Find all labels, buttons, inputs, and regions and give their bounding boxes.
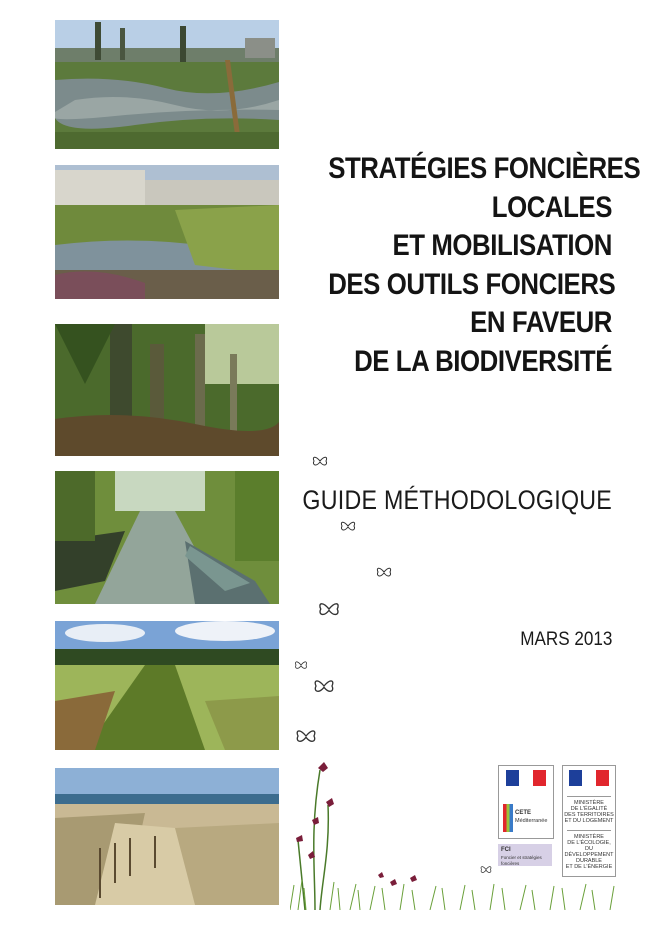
butterfly-icon (294, 660, 308, 670)
butterfly-icon (313, 678, 335, 694)
urban-wetland-reeds-photo (55, 165, 279, 299)
butterfly-icon (376, 566, 392, 578)
cete-logo-name: CETE (515, 810, 532, 816)
ministry-line: DU DÉVELOPPEMENT (564, 846, 614, 858)
cover-title (328, 150, 641, 381)
republique-francaise-flag-icon (569, 770, 609, 786)
ministry-line: MINISTÈRE (574, 834, 604, 840)
title-line: ET MOBILISATION (392, 229, 612, 262)
cover-subtitle: GUIDE MÉTHODOLOGIQUE (302, 485, 612, 515)
canal-boats-photo (55, 471, 279, 604)
butterfly-icon (340, 520, 356, 532)
fci-logo-text: Foncier et stratégies foncières (501, 855, 542, 866)
butterfly-icon (295, 728, 317, 744)
meadow-ditch-photo (55, 621, 279, 750)
forest-trees-photo (55, 324, 279, 456)
ministry-line: DURABLE (576, 858, 602, 864)
coastal-dunes-photo (55, 768, 279, 905)
ministry-line: ET DU LOGEMENT (564, 818, 614, 824)
title-line: STRATÉGIES FONCIÈRES (328, 152, 641, 185)
butterfly-icon (312, 455, 328, 467)
title-line: DES OUTILS FONCIERS (328, 267, 616, 301)
ministry-line: MINISTÈRE (574, 800, 604, 806)
publication-date: MARS 2013 (519, 629, 612, 650)
ministry-line: DES TERRITOIRES (564, 812, 614, 818)
title-line: LOCALES (491, 190, 612, 224)
cete-logo (498, 765, 554, 839)
fci-logo (498, 844, 552, 866)
title-line: EN FAVEUR (470, 306, 612, 339)
title-line: DE LA BIODIVERSITÉ (354, 344, 612, 378)
republique-francaise-flag-icon (506, 770, 546, 786)
wetland-marsh-photo (55, 20, 279, 149)
cete-logo-region: Méditerranée (515, 818, 548, 824)
ministry-territory-block (563, 800, 615, 824)
ministry-line: DE L'ÉGALITÉ (570, 806, 608, 812)
butterfly-icon (318, 600, 340, 618)
ministry-line: DE L'ÉCOLOGIE, (567, 840, 611, 846)
ministry-ecology-block (563, 834, 615, 870)
ministry-logo (562, 765, 616, 877)
fci-logo-name: FCI (501, 847, 511, 853)
ministry-line: ET DE L'ÉNERGIE (565, 864, 613, 870)
